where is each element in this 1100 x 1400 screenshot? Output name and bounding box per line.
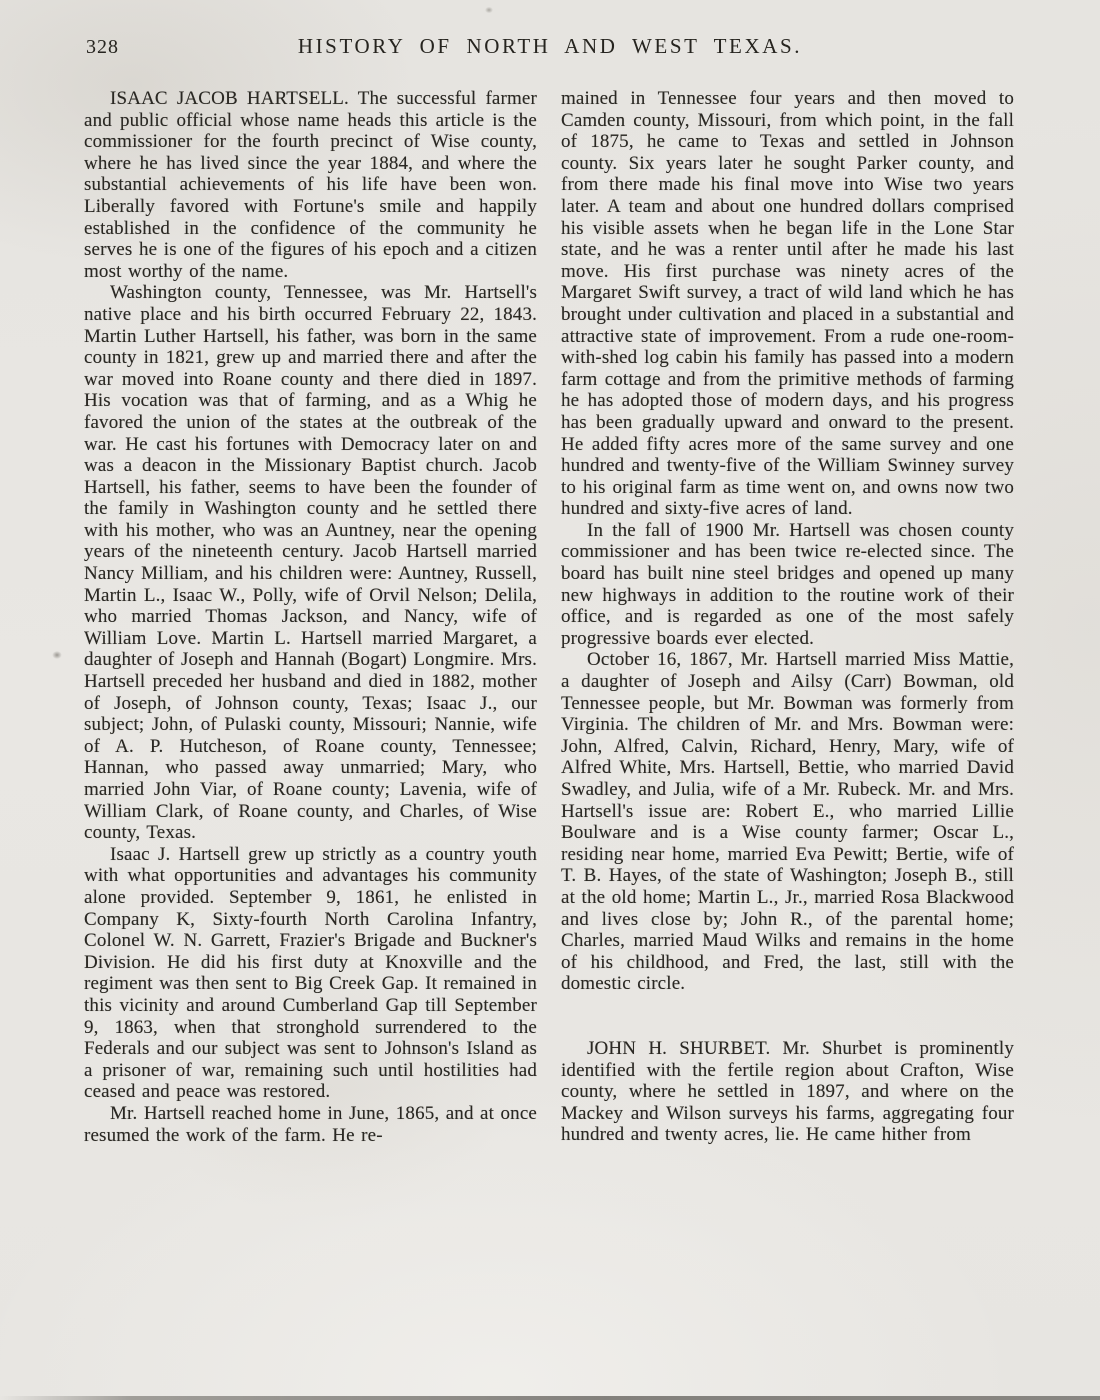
paragraph-hartsell-war-service: Isaac J. Hartsell grew up strictly as a country youth with what opportunities and advantages his community alone provided. September 9, 1861, he enlisted in Company K, Sixty-fourth North Carolina Infantry, Colonel W. N. Garrett, Frazier's Brigade and Buckner's Division. He did his first duty at Knoxville and the regiment was then sent to Big Creek Gap. It remained in this vicinity and around Cumberland Gap till September 9, 1863, when that stronghold surrendered to the Federals and our subject was sent to Johnson's Island as a prisoner of war, remaining such until hostilities had ceased and peace was restored. [84,843,537,1103]
paragraph-hartsell-texas-settlement: mained in Tennessee four years and then moved to Camden county, Missouri, from which point, in the fall of 1875, he came to Texas and settled in Johnson county. Six years later he sought Parker county, and from there made his final move into Wise two years later. A team and about one hundred dollars comprised his visible assets when he began life in the Lone Star state, and he was a renter until after he made his last move. His first purchase was ninety acres of the Margaret Swift survey, a tract of wild land which he has brought under cultivation and placed in a substantial and attractive state of improvement. From a rude one-room-with-shed log cabin his family has passed into a modern farm cottage and from the primitive methods of farming he has adopted those of modern days, and his progress has been gradually upward and onward to the present. He added fifty acres more of the same survey and one hundred and twenty-five of the William Swinney survey to his original farm as time went on, and owns now two hundred and sixty-five acres of land. [561,88,1014,520]
page-header-title: HISTORY OF NORTH AND WEST TEXAS. [297,34,803,58]
paragraph-hartsell-family-history: Washington county, Tennessee, was Mr. Hartsell's native place and his birth occurred February 22, 1843. Martin Luther Hartsell, his father, was born in the same county in 1821, grew up and married there and after the war moved into Roane county and there died in 1897. His vocation was that of farming, and as a Whig he favored the union of the states at the outbreak of the war. He cast his fortunes with Democracy later on and was a deacon in the Missionary Baptist church. Jacob Hartsell, his father, seems to have been the founder of the family in Washington county and he settled there with his mother, who was an Auntney, near the opening years of the nineteenth century. Jacob Hartsell married Nancy Milliam, and his children were: Auntney, Russell, Martin L., Isaac W., Polly, wife of Orvil Nelson; Delila, who married Thomas Jackson, and Nancy, wife of William Love. Martin L. Hartsell married Margaret, a daughter of Joseph and Hannah (Bogart) Longmire. Mrs. Hartsell preceded her husband and died in 1882, mother of Joseph, of Johnson county, Texas; Isaac J., our subject; John, of Pulaski county, Missouri; Nannie, wife of A. P. Hutcheson, of Roane county, Tennessee; Hannan, who passed away unmarried; Mary, who married John Viar, of Roane county; Lavenia, wife of William Clark, of Roane county, and Charles, of Wise county, Texas. [84,282,537,844]
paragraph-shurbet-intro: JOHN H. SHURBET. Mr. Shurbet is prominently identified with the fertile region about Crafton, Wise county, where he settled in 1897, and where on the Mackey and Wilson surveys his farms, aggregating four hundred and twenty acres, lie. He came hither from [561,1037,1014,1146]
left-column [84,88,537,1313]
paragraph-hartsell-marriage-children: October 16, 1867, Mr. Hartsell married Miss Mattie, a daughter of Joseph and Ailsy (Carr) Bowman, old Tennessee people, but Mr. Bowman was formerly from Virginia. The children of Mr. and Mrs. Bowman were: John, Alfred, Calvin, Richard, Henry, Mary, wife of Alfred White, Mrs. Hartsell, Bettie, who married David Swadley, and Julia, wife of a Mr. Rubeck. Mr. and Mrs. Hartsell's issue are: Robert E., who married Lillie Boulware and is a Wise county farmer; Oscar L., residing near home, married Eva Pewitt; Bertie, wife of T. B. Hayes, of the state of Washington; Joseph B., still at the old home; Martin L., Jr., married Rosa Blackwood and lives close by; John R., of the parental home; Charles, married Maud Wilks and remains in the home of his childhood, and Fred, the last, still with the domestic circle. [561,649,1014,995]
page-number: 328 [86,36,119,58]
scan-bottom-edge [0,1396,1100,1400]
running-header [0,34,1100,64]
paragraph-hartsell-intro: ISAAC JACOB HARTSELL. The successful farmer and public official whose name heads this article is the commissioner for the fourth precinct of Wise county, where he has lived since the year 1884, and where the substantial achievements of his life have been won. Liberally favored with Fortune's smile and happily established in the confidence of the community he serves he is one of the figures of his epoch and a citizen most worthy of the name. [84,88,537,282]
paragraph-hartsell-homecoming: Mr. Hartsell reached home in June, 1865, and at once resumed the work of the farm. He re- [84,1102,537,1146]
right-column [561,88,1014,1313]
text-columns [84,88,1014,1313]
paragraph-hartsell-commissioner: In the fall of 1900 Mr. Hartsell was chosen county commissioner and has been twice re-elected since. The board has built nine steel bridges and opened up many new highways in addition to the routine work of their office, and is regarded as one of the most safely progressive boards ever elected. [561,519,1014,649]
